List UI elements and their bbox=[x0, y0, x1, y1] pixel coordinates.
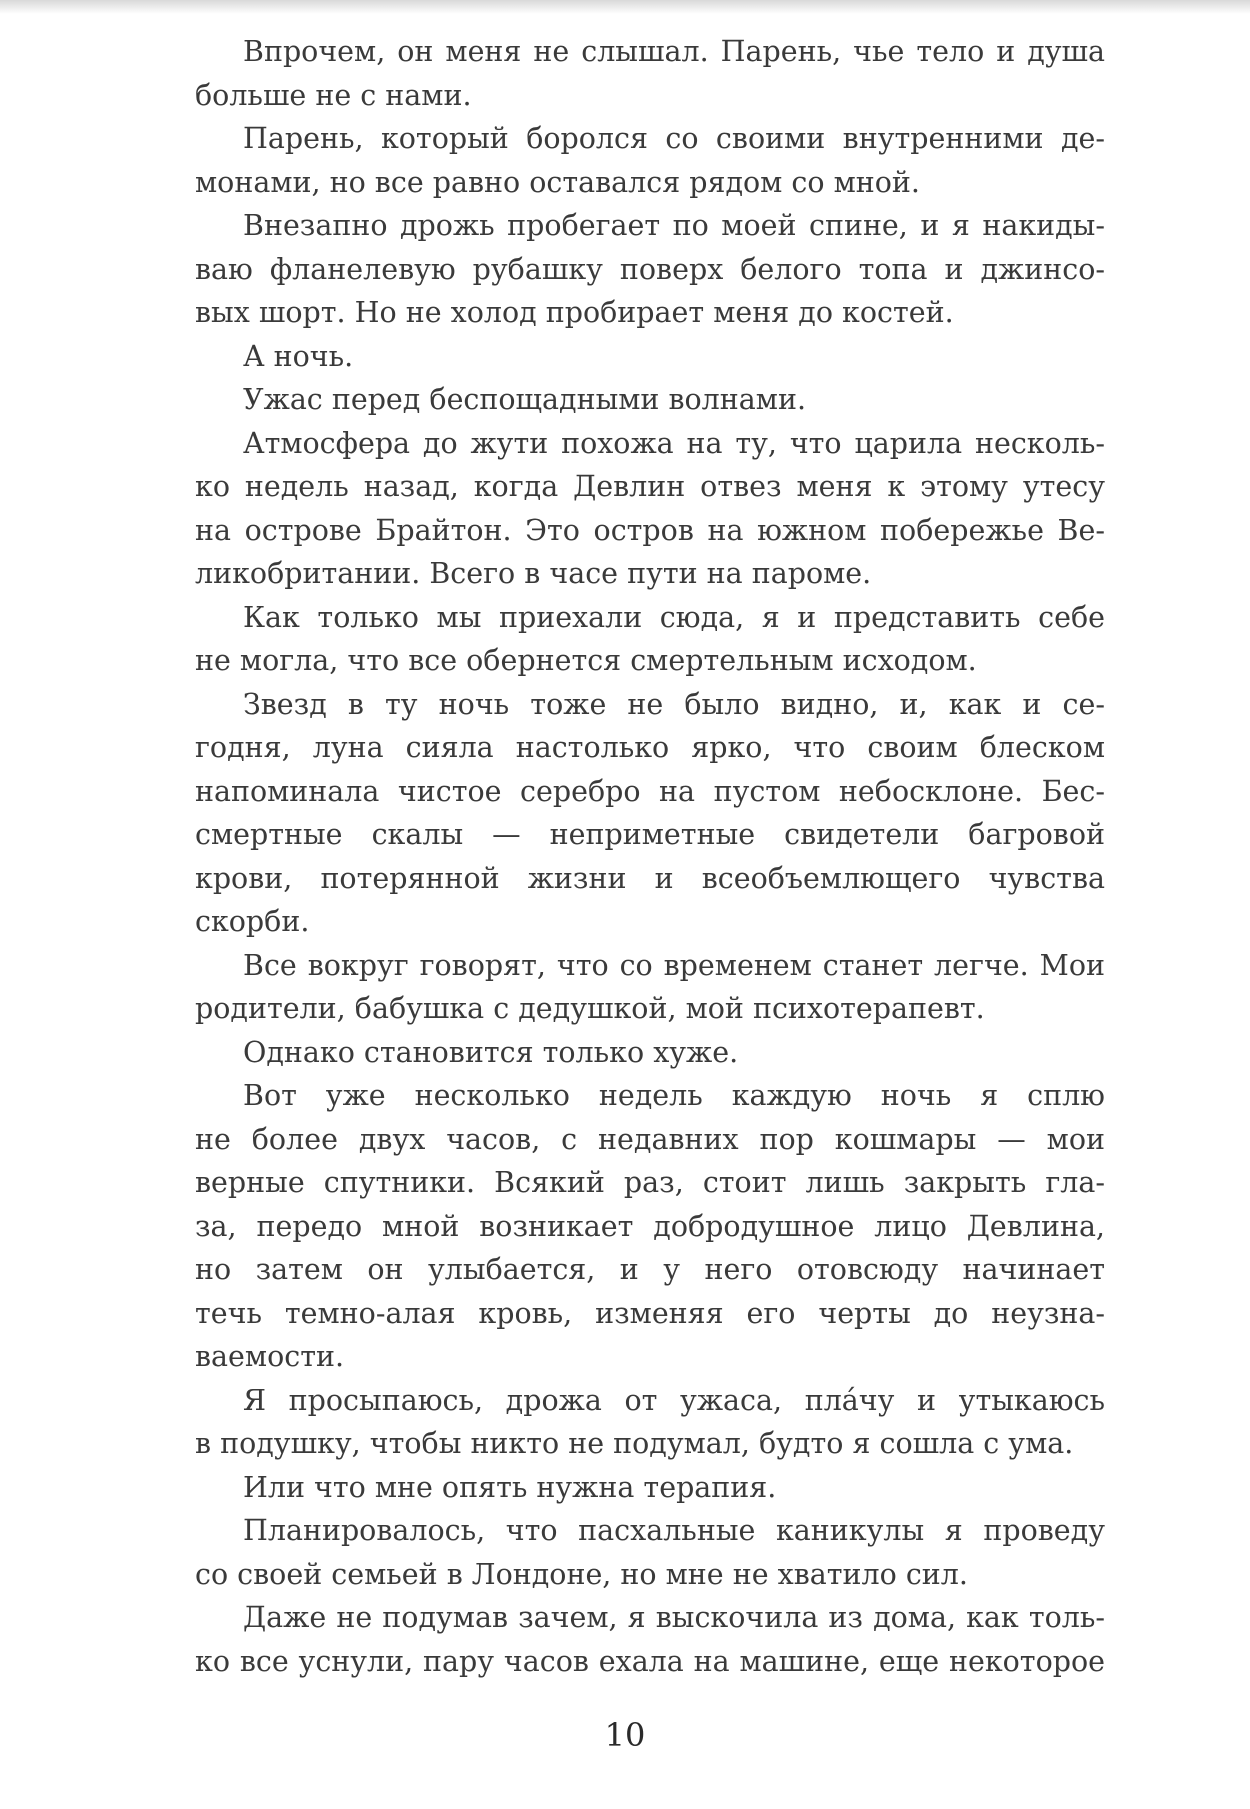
text-line: Я просыпаюсь, дрожа от ужаса, пла́чу и утыкаюсь bbox=[243, 1383, 1105, 1417]
text-line: Планировалось, что пасхальные каникулы я проведу bbox=[243, 1514, 1105, 1547]
text-line: больше не с нами. bbox=[195, 78, 472, 112]
text-line: ликобритании. Всего в часе пути на пароме. bbox=[195, 557, 872, 590]
text-line: Атмосфера до жути похожа на ту, что царила несколь- bbox=[243, 426, 1105, 460]
text-line: в подушку, чтобы никто не подумал, будто я сошла с ума. bbox=[195, 1427, 1074, 1460]
text-line: ко недель назад, когда Девлин отвез меня к этому утесу bbox=[195, 470, 1105, 503]
text-line: Звезд в ту ночь тоже не было видно, и, как и се- bbox=[243, 687, 1105, 721]
text-line: напоминала чистое серебро на пустом небосклоне. Бес- bbox=[195, 774, 1105, 808]
page-number: 10 bbox=[604, 1716, 646, 1754]
text-line: Однако становится только хуже. bbox=[243, 1035, 739, 1069]
text-line: монами, но все равно оставался рядом со мной. bbox=[195, 165, 920, 199]
text-line: Или что мне опять нужна терапия. bbox=[243, 1470, 777, 1504]
text-line: годня, луна сияла настолько ярко, что своим блеском bbox=[195, 731, 1105, 764]
text-line: скорби. bbox=[195, 905, 310, 938]
text-line: не могла, что все обернется смертельным исходом. bbox=[195, 644, 977, 677]
text-line: родители, бабушка с дедушкой, мой психотерапевт. bbox=[195, 992, 985, 1025]
text-line: ваемости. bbox=[195, 1340, 345, 1373]
text-line: Парень, который боролся со своими внутренними де- bbox=[243, 122, 1105, 155]
text-line: Как только мы приехали сюда, я и представить себе bbox=[243, 600, 1105, 634]
text-line: вых шорт. Но не холод пробирает меня до костей. bbox=[195, 296, 954, 329]
book-page-text bbox=[195, 30, 1105, 1683]
text-line: Внезапно дрожь пробегает по моей спине, и я накиды- bbox=[243, 209, 1105, 242]
text-line: Вот уже несколько недель каждую ночь я сплю bbox=[243, 1079, 1105, 1112]
text-line: не более двух часов, с недавних пор кошмары — мои bbox=[195, 1122, 1105, 1156]
text-line: за, передо мной возникает добродушное лицо Девлина, bbox=[195, 1209, 1105, 1243]
text-line: на острове Брайтон. Это остров на южном побережье Ве- bbox=[195, 513, 1105, 547]
text-line: смертные скалы — неприметные свидетели багровой bbox=[195, 818, 1105, 851]
text-line: ко все уснули, пару часов ехала на машине, еще некоторое bbox=[195, 1644, 1105, 1678]
text-line: со своей семьей в Лондоне, но мне не хватило сил. bbox=[195, 1557, 968, 1591]
text-line: Даже не подумав зачем, я выскочила из дома, как толь- bbox=[243, 1601, 1105, 1634]
text-line: крови, потерянной жизни и всеобъемлющего чувства bbox=[195, 861, 1105, 895]
text-line: течь темно-алая кровь, изменяя его черты до неузна- bbox=[195, 1296, 1105, 1330]
page-top-shadow bbox=[0, 0, 1250, 14]
text-line: ваю фланелевую рубашку поверх белого топа и джинсо- bbox=[195, 252, 1105, 286]
text-line: Впрочем, он меня не слышал. Парень, чье тело и душа bbox=[243, 35, 1105, 68]
text-line: верные спутники. Всякий раз, стоит лишь закрыть гла- bbox=[195, 1166, 1105, 1199]
text-line: Ужас перед беспощадными волнами. bbox=[243, 383, 807, 416]
text-line: Все вокруг говорят, что со временем станет легче. Мои bbox=[243, 948, 1105, 982]
text-line: но затем он улыбается, и у него отовсюду начинает bbox=[195, 1253, 1105, 1286]
text-line: А ночь. bbox=[243, 339, 354, 373]
